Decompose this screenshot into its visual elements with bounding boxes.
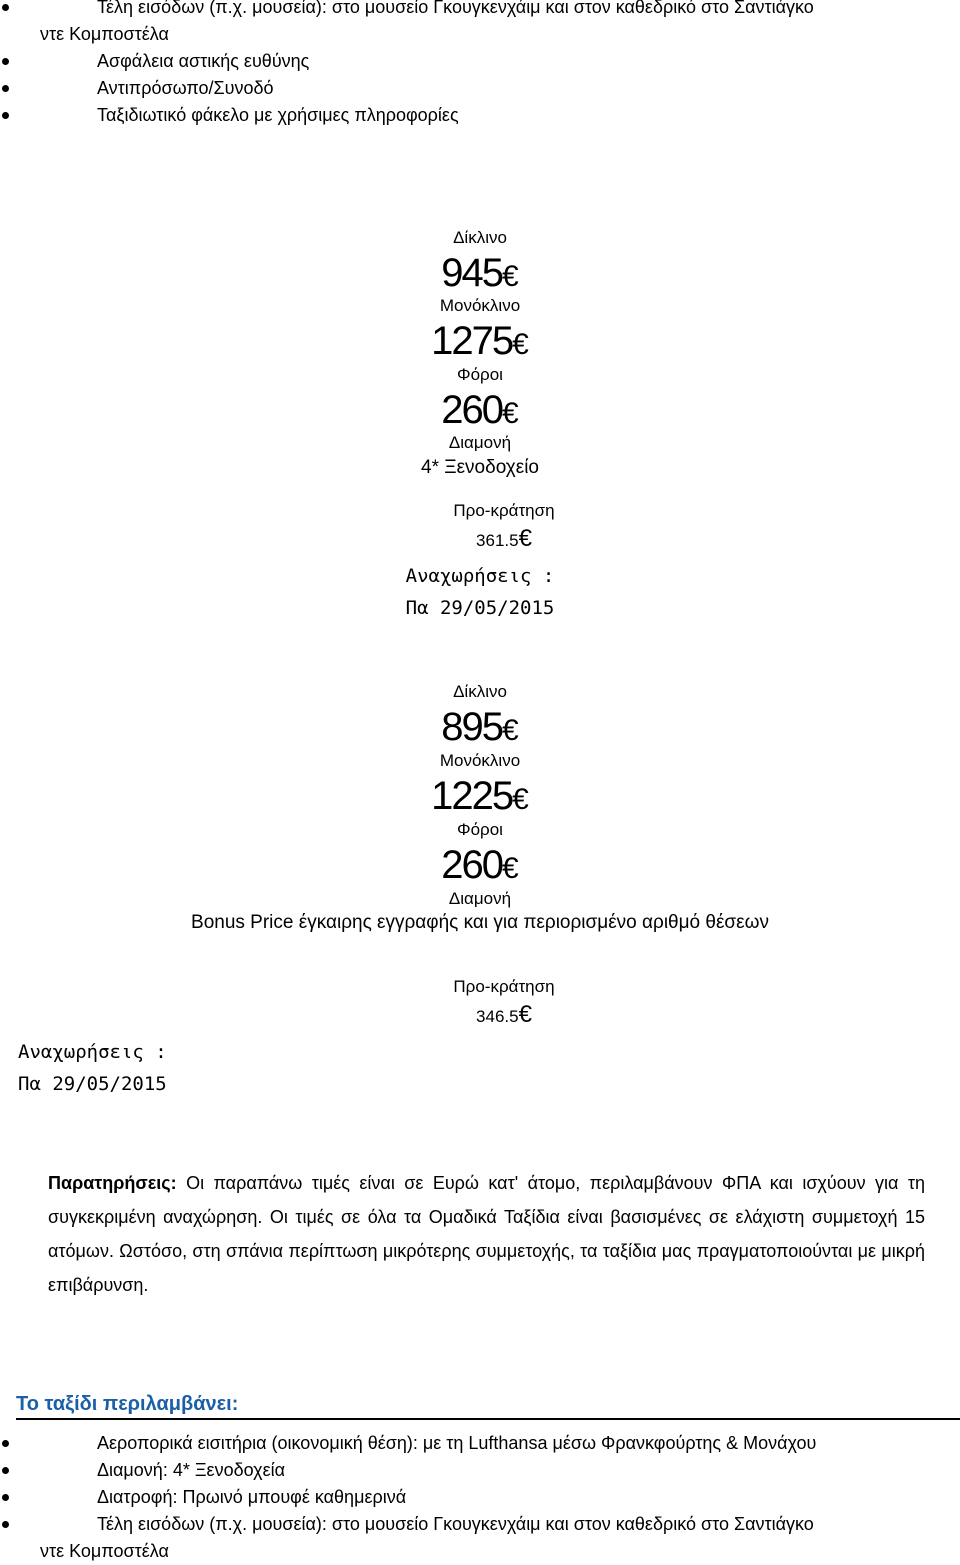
- bullet-icon: [2, 1440, 9, 1447]
- top-included-list: [0, 0, 960, 129]
- double-room-price: 945€: [441, 251, 519, 295]
- list-item: [0, 1430, 960, 1457]
- hotel-category: Bonus Price έγκαιρης εγγραφής και για περιορισμένο αριθμό θέσεων: [191, 912, 769, 933]
- list-item-text: Τέλη εισόδων (π.χ. μουσεία): στο μουσείο Γκουγκενχάιμ και στον καθεδρικό στο Σαντιάγκο: [97, 0, 814, 17]
- euro-icon: €: [518, 525, 532, 552]
- departures-label: Αναχωρήσεις :: [405, 565, 555, 587]
- departures-label: Αναχωρήσεις :: [18, 1041, 167, 1063]
- list-item: [0, 102, 960, 129]
- euro-icon: €: [512, 328, 529, 361]
- deposit-label: Προ-κράτηση: [453, 501, 555, 520]
- deposit-price: 346.5€: [476, 1001, 532, 1028]
- list-item-text: Αντιπρόσωπο/Συνοδό: [97, 78, 274, 98]
- euro-icon: €: [502, 714, 519, 747]
- includes-list: [0, 1430, 960, 1565]
- list-item: [0, 48, 960, 75]
- list-item-continuation: ντε Κομποστέλα: [40, 24, 169, 44]
- list-item: [0, 1511, 960, 1565]
- notes-text: Οι παραπάνω τιμές είναι σε Ευρώ κατ' άτομο, περιλαμβάνουν ΦΠΑ και ισχύουν για τη συγκεκριμένη αναχώρηση. Οι τιμές σε όλα τα Ομαδικά Ταξίδια είναι βασισμένες σε ελάχιστη συμμετοχή 15 ατόμων. Ωστόσο, στη σπάνια περίπτωση μικρότερης συμμετοχής, τα ταξίδια μας πραγματοποιούνται με μικρή επιβάρυνση.: [48, 1173, 925, 1295]
- bullet-icon: [2, 85, 9, 92]
- departure-date: Πα 29/05/2015: [18, 1073, 167, 1095]
- single-room-price: 1275€: [431, 319, 529, 363]
- list-item-text: Ασφάλεια αστικής ευθύνης: [97, 51, 310, 71]
- bullet-icon: [2, 1521, 9, 1528]
- list-item-text: Διαμονή: 4* Ξενοδοχεία: [97, 1460, 285, 1480]
- bullet-icon: [2, 4, 9, 11]
- list-item: [0, 0, 960, 48]
- list-item-text: Αεροπορικά εισιτήρια (οικονομική θέση): με τη Lufthansa μέσω Φρανκφούρτης & Μονάχου: [97, 1433, 817, 1453]
- list-item-text: Τέλη εισόδων (π.χ. μουσεία): στο μουσείο Γκουγκενχάιμ και στον καθεδρικό στο Σαντιάγκο: [97, 1514, 814, 1534]
- stay-label: Διαμονή: [448, 433, 512, 452]
- bullet-icon: [2, 1467, 9, 1474]
- notes-label: Παρατηρήσεις:: [48, 1173, 177, 1193]
- list-item: [0, 75, 960, 102]
- deposit-label: Προ-κράτηση: [453, 977, 555, 996]
- bullet-icon: [2, 58, 9, 65]
- stay-label: Διαμονή: [448, 889, 512, 908]
- departure-date: Πα 29/05/2015: [405, 597, 555, 619]
- list-item-text: Διατροφή: Πρωινό μπουφέ καθημερινά: [97, 1487, 407, 1507]
- deposit-price: 361.5€: [476, 525, 532, 552]
- includes-title: Το ταξίδι περιλαμβάνει:: [16, 1390, 960, 1420]
- euro-icon: €: [502, 397, 519, 430]
- euro-icon: €: [518, 1001, 532, 1028]
- bullet-icon: [2, 1494, 9, 1501]
- list-item: [0, 1484, 960, 1511]
- single-room-label: Μονόκλινο: [439, 751, 521, 770]
- single-room-price: 1225€: [431, 774, 529, 818]
- list-item-continuation: ντε Κομποστέλα: [40, 1541, 169, 1561]
- double-room-label: Δίκλινο: [453, 228, 507, 247]
- double-room-price: 895€: [441, 705, 519, 749]
- double-room-label: Δίκλινο: [453, 682, 507, 701]
- euro-icon: €: [502, 260, 519, 293]
- taxes-price: 260€: [441, 388, 519, 432]
- bullet-icon: [2, 112, 9, 119]
- euro-icon: €: [512, 783, 529, 816]
- euro-icon: €: [502, 852, 519, 885]
- single-room-label: Μονόκλινο: [439, 296, 521, 315]
- list-item-text: Ταξιδιωτικό φάκελο με χρήσιμες πληροφορίες: [97, 105, 459, 125]
- notes-paragraph: [48, 1166, 925, 1302]
- taxes-label: Φόροι: [457, 820, 503, 839]
- hotel-category: 4* Ξενοδοχείο: [421, 457, 539, 478]
- list-item: [0, 1457, 960, 1484]
- taxes-price: 260€: [441, 843, 519, 887]
- taxes-label: Φόροι: [457, 365, 503, 384]
